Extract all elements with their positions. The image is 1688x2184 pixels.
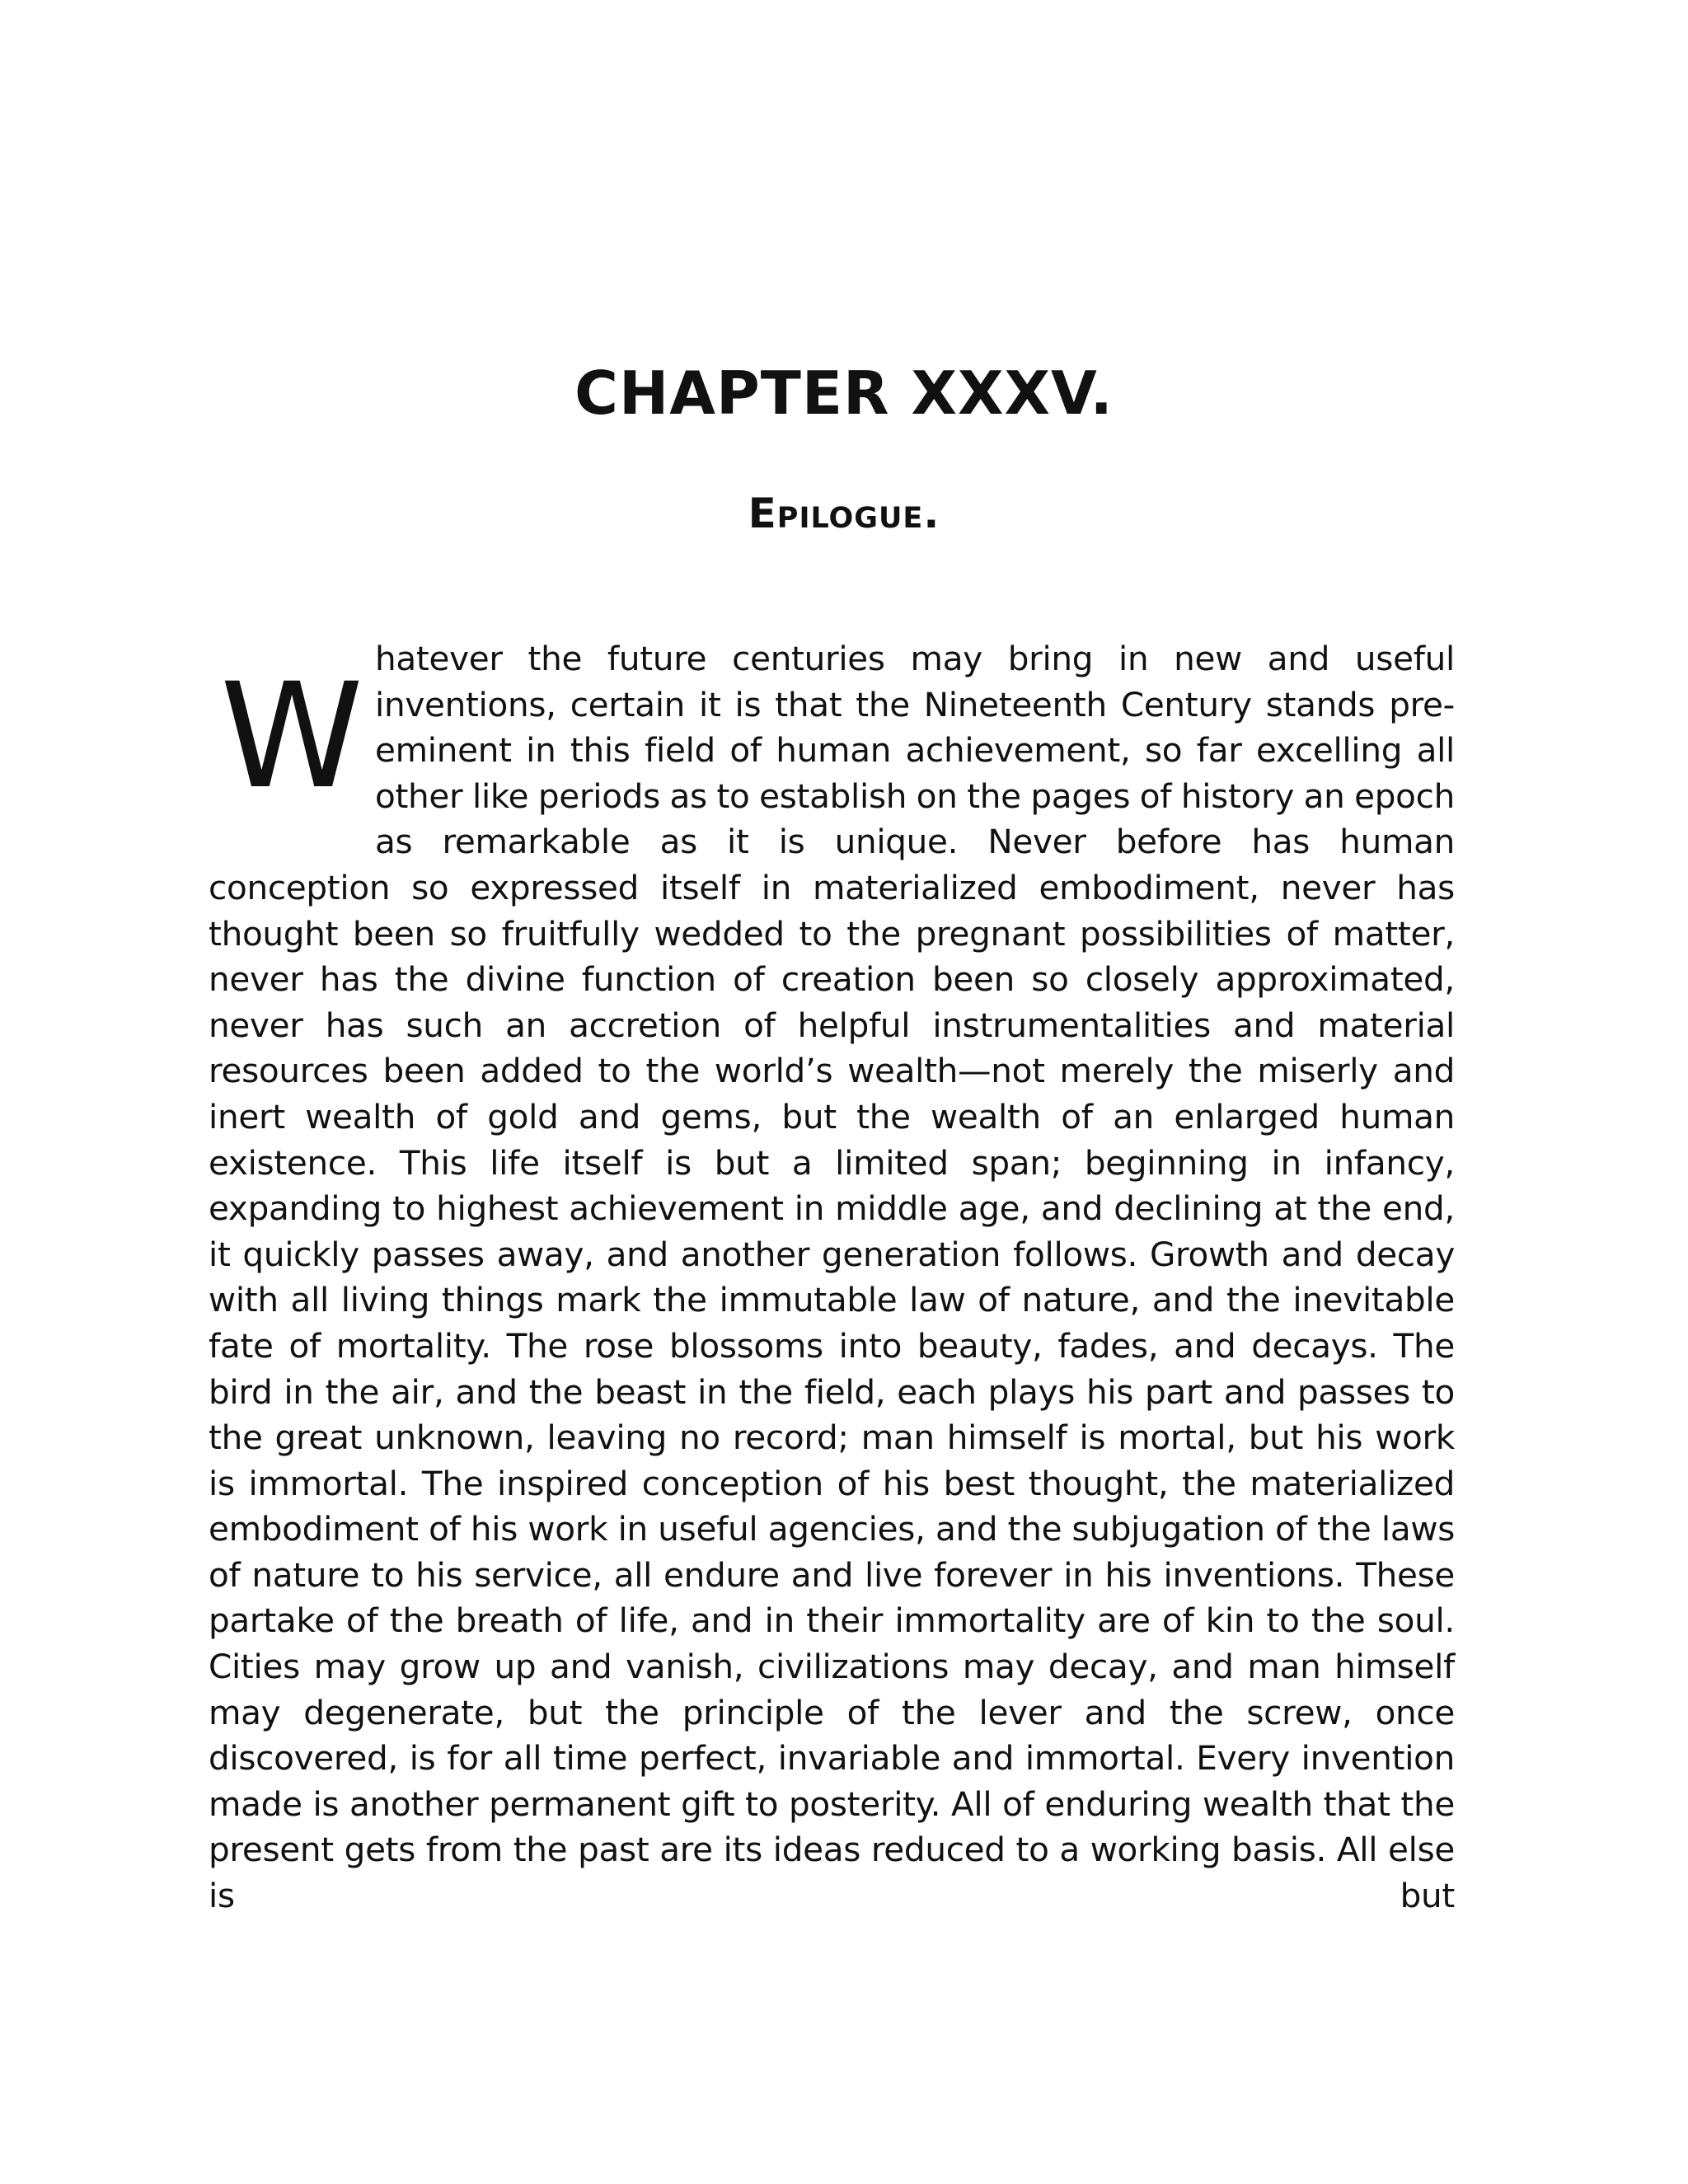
drop-cap-letter: W <box>220 652 363 821</box>
chapter-subtitle: Epilogue. <box>748 490 940 537</box>
body-paragraph <box>209 636 1455 1919</box>
paragraph-text: hatever the future centuries may bring in new and useful inventions, certain it is that the Nineteenth Century stands pre-eminent in this field of human achievement, so far excelling all other like periods as to establish on the pages of history an epoch as remarkable as it is unique. Never before has human conception so expressed itself in materialized embodiment, never has thought been so fruitfully wedded to the pregnant possibilities of matter, never has the divine function of creation been so closely approximated, never has such an accretion of helpful instrumentalities and material resources been added to the world’s wealth—not merely the miserly and inert wealth of gold and gems, but the wealth of an enlarged human existence. This life itself is but a limited span; beginning in infancy, expanding to highest achievement in middle age, and declining at the end, it quickly passes away, and another generation follows. Growth and decay with all living things mark the immutable law of nature, and the inevitable fate of mortality. The rose blossoms into beauty, fades, and decays. The bird in the air, and the beast in the field, each plays his part and passes to the great unknown, leaving no record; man himself is mortal, but his work is immortal. The inspired conception of his best thought, the materialized embodiment of his work in useful agencies, and the subjugation of the laws of nature to his service, all endure and live forever in his inventions. These partake of the breath of life, and in their immortality are of kin to the soul. Cities may grow up and vanish, civilizations may decay, and man himself may degenerate, but the principle of the lever and the screw, once discovered, is for all time perfect, invariable and immortal. Every invention made is another permanent gift to posterity. All of enduring wealth that the present gets from the past are its ideas reduced to a working basis. All else is but <box>209 639 1455 1916</box>
chapter-title: CHAPTER XXXV. <box>574 359 1114 428</box>
